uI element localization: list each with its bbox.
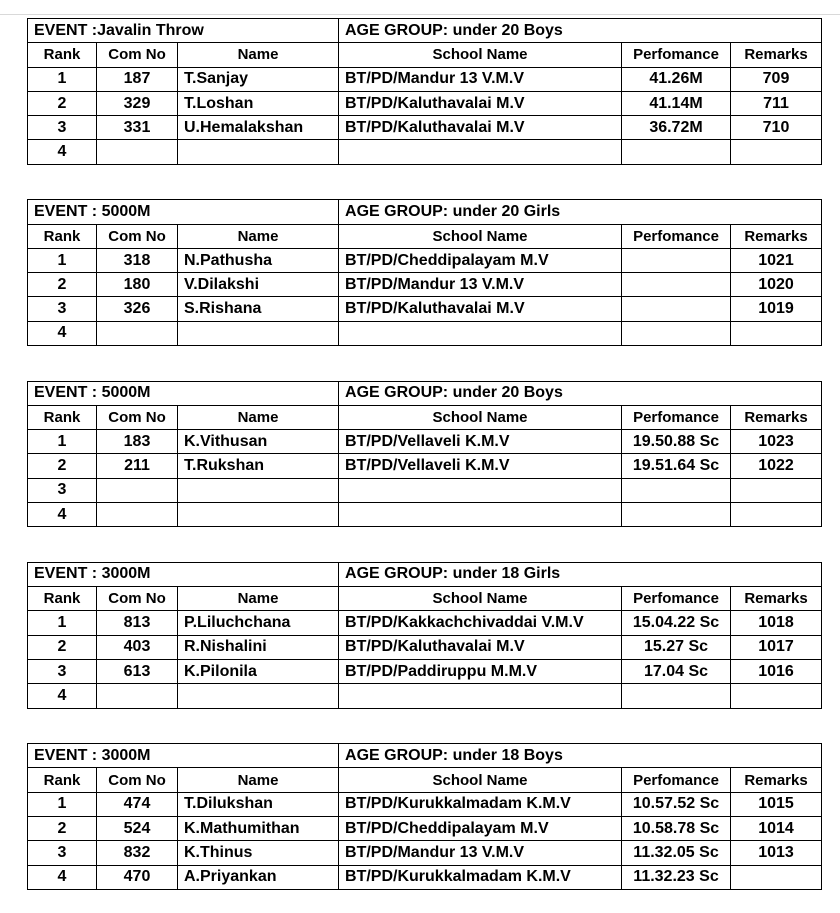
com-no-cell: 211 — [97, 454, 178, 478]
rank-cell: 1 — [28, 430, 97, 454]
col-school-header: School Name — [339, 43, 622, 67]
rank-cell: 3 — [28, 660, 97, 684]
school-cell: BT/PD/Cheddipalayam M.V — [339, 817, 622, 841]
name-cell: A.Priyankan — [178, 865, 339, 889]
remarks-cell: 1021 — [731, 248, 822, 272]
name-cell: N.Pathusha — [178, 248, 339, 272]
table-row — [28, 792, 822, 816]
performance-cell: 19.51.64 Sc — [622, 454, 731, 478]
age-group: AGE GROUP: under 18 Girls — [339, 562, 822, 586]
name-cell — [178, 321, 339, 345]
rank-cell: 1 — [28, 792, 97, 816]
remarks-cell: 1016 — [731, 660, 822, 684]
col-rank-header: Rank — [28, 768, 97, 792]
remarks-cell — [731, 503, 822, 527]
remarks-cell — [731, 684, 822, 708]
table-spacer — [27, 346, 821, 381]
age-group: AGE GROUP: under 20 Boys — [339, 381, 822, 405]
table-row — [28, 321, 822, 345]
performance-cell — [622, 503, 731, 527]
school-cell: BT/PD/Mandur 13 V.M.V — [339, 273, 622, 297]
com-no-cell: 180 — [97, 273, 178, 297]
name-cell — [178, 684, 339, 708]
col-com-no-header: Com No — [97, 224, 178, 248]
name-cell — [178, 140, 339, 164]
performance-cell: 10.58.78 Sc — [622, 817, 731, 841]
com-no-cell: 474 — [97, 792, 178, 816]
rank-cell: 2 — [28, 635, 97, 659]
performance-cell — [622, 297, 731, 321]
com-no-cell: 331 — [97, 116, 178, 140]
column-header-row — [28, 768, 822, 792]
remarks-cell: 711 — [731, 91, 822, 115]
name-cell — [178, 503, 339, 527]
table-row — [28, 116, 822, 140]
col-performance-header: Perfomance — [622, 405, 731, 429]
school-cell — [339, 140, 622, 164]
name-cell: K.Mathumithan — [178, 817, 339, 841]
col-remarks-header: Remarks — [731, 224, 822, 248]
school-cell: BT/PD/Kaluthavalai M.V — [339, 116, 622, 140]
rank-cell: 2 — [28, 454, 97, 478]
remarks-cell: 1022 — [731, 454, 822, 478]
rank-cell: 2 — [28, 91, 97, 115]
event-header-row — [28, 744, 822, 768]
col-name-header: Name — [178, 405, 339, 429]
rank-cell: 4 — [28, 503, 97, 527]
com-no-cell — [97, 478, 178, 502]
col-name-header: Name — [178, 43, 339, 67]
performance-cell — [622, 273, 731, 297]
school-cell: BT/PD/Mandur 13 V.M.V — [339, 67, 622, 91]
event-title: EVENT : 5000M — [28, 381, 339, 405]
com-no-cell — [97, 503, 178, 527]
school-cell: BT/PD/Kakkachchivaddai V.M.V — [339, 611, 622, 635]
name-cell — [178, 478, 339, 502]
table-row — [28, 841, 822, 865]
col-name-header: Name — [178, 224, 339, 248]
school-cell: BT/PD/Kaluthavalai M.V — [339, 91, 622, 115]
table-row — [28, 684, 822, 708]
col-name-header: Name — [178, 768, 339, 792]
col-performance-header: Perfomance — [622, 43, 731, 67]
event-table — [27, 381, 822, 528]
name-cell: K.Pilonila — [178, 660, 339, 684]
com-no-cell — [97, 321, 178, 345]
col-rank-header: Rank — [28, 43, 97, 67]
col-school-header: School Name — [339, 587, 622, 611]
performance-cell — [622, 321, 731, 345]
col-school-header: School Name — [339, 405, 622, 429]
table-row — [28, 635, 822, 659]
com-no-cell: 832 — [97, 841, 178, 865]
results-document — [27, 18, 821, 890]
rank-cell: 4 — [28, 865, 97, 889]
performance-cell: 11.32.23 Sc — [622, 865, 731, 889]
table-row — [28, 140, 822, 164]
com-no-cell: 524 — [97, 817, 178, 841]
com-no-cell: 183 — [97, 430, 178, 454]
column-header-row — [28, 224, 822, 248]
school-cell — [339, 503, 622, 527]
name-cell: T.Dilukshan — [178, 792, 339, 816]
remarks-cell: 709 — [731, 67, 822, 91]
rank-cell: 4 — [28, 140, 97, 164]
name-cell: T.Loshan — [178, 91, 339, 115]
col-rank-header: Rank — [28, 405, 97, 429]
remarks-cell: 710 — [731, 116, 822, 140]
table-row — [28, 91, 822, 115]
remarks-cell: 1018 — [731, 611, 822, 635]
com-no-cell: 613 — [97, 660, 178, 684]
table-row — [28, 611, 822, 635]
remarks-cell — [731, 321, 822, 345]
rank-cell: 1 — [28, 248, 97, 272]
col-remarks-header: Remarks — [731, 587, 822, 611]
column-header-row — [28, 587, 822, 611]
rank-cell: 3 — [28, 841, 97, 865]
school-cell: BT/PD/Mandur 13 V.M.V — [339, 841, 622, 865]
table-row — [28, 660, 822, 684]
rank-cell: 1 — [28, 67, 97, 91]
table-spacer — [27, 165, 821, 200]
col-rank-header: Rank — [28, 587, 97, 611]
performance-cell: 41.14M — [622, 91, 731, 115]
com-no-cell: 187 — [97, 67, 178, 91]
col-performance-header: Perfomance — [622, 224, 731, 248]
performance-cell — [622, 684, 731, 708]
rank-cell: 4 — [28, 321, 97, 345]
performance-cell — [622, 140, 731, 164]
name-cell: S.Rishana — [178, 297, 339, 321]
performance-cell: 10.57.52 Sc — [622, 792, 731, 816]
performance-cell: 11.32.05 Sc — [622, 841, 731, 865]
school-cell: BT/PD/Vellaveli K.M.V — [339, 430, 622, 454]
name-cell: R.Nishalini — [178, 635, 339, 659]
remarks-cell: 1023 — [731, 430, 822, 454]
remarks-cell: 1020 — [731, 273, 822, 297]
table-row — [28, 503, 822, 527]
performance-cell — [622, 248, 731, 272]
remarks-cell: 1019 — [731, 297, 822, 321]
school-cell: BT/PD/Kurukkalmadam K.M.V — [339, 792, 622, 816]
page-top-rule — [0, 0, 840, 15]
name-cell: K.Vithusan — [178, 430, 339, 454]
event-table — [27, 18, 822, 165]
performance-cell — [622, 478, 731, 502]
col-name-header: Name — [178, 587, 339, 611]
col-com-no-header: Com No — [97, 43, 178, 67]
age-group: AGE GROUP: under 20 Boys — [339, 19, 822, 43]
event-table — [27, 743, 822, 890]
performance-cell: 17.04 Sc — [622, 660, 731, 684]
col-school-header: School Name — [339, 224, 622, 248]
remarks-cell — [731, 140, 822, 164]
table-row — [28, 430, 822, 454]
event-title: EVENT : 5000M — [28, 200, 339, 224]
remarks-cell: 1013 — [731, 841, 822, 865]
name-cell: K.Thinus — [178, 841, 339, 865]
table-row — [28, 297, 822, 321]
school-cell — [339, 478, 622, 502]
rank-cell: 3 — [28, 116, 97, 140]
com-no-cell — [97, 684, 178, 708]
column-header-row — [28, 405, 822, 429]
col-school-header: School Name — [339, 768, 622, 792]
table-row — [28, 273, 822, 297]
table-row — [28, 478, 822, 502]
school-cell — [339, 321, 622, 345]
event-title: EVENT : 3000M — [28, 744, 339, 768]
remarks-cell: 1014 — [731, 817, 822, 841]
table-spacer — [27, 527, 821, 562]
rank-cell: 1 — [28, 611, 97, 635]
school-cell: BT/PD/Cheddipalayam M.V — [339, 248, 622, 272]
col-performance-header: Perfomance — [622, 768, 731, 792]
col-com-no-header: Com No — [97, 405, 178, 429]
performance-cell: 19.50.88 Sc — [622, 430, 731, 454]
table-row — [28, 67, 822, 91]
col-rank-header: Rank — [28, 224, 97, 248]
com-no-cell: 813 — [97, 611, 178, 635]
table-spacer — [27, 709, 821, 744]
name-cell: T.Rukshan — [178, 454, 339, 478]
com-no-cell: 318 — [97, 248, 178, 272]
table-row — [28, 817, 822, 841]
age-group: AGE GROUP: under 20 Girls — [339, 200, 822, 224]
com-no-cell — [97, 140, 178, 164]
table-row — [28, 248, 822, 272]
school-cell: BT/PD/Kurukkalmadam K.M.V — [339, 865, 622, 889]
event-header-row — [28, 381, 822, 405]
event-header-row — [28, 19, 822, 43]
rank-cell: 3 — [28, 478, 97, 502]
performance-cell: 36.72M — [622, 116, 731, 140]
school-cell: BT/PD/Kaluthavalai M.V — [339, 297, 622, 321]
age-group: AGE GROUP: under 18 Boys — [339, 744, 822, 768]
com-no-cell: 326 — [97, 297, 178, 321]
col-remarks-header: Remarks — [731, 43, 822, 67]
table-row — [28, 454, 822, 478]
com-no-cell: 403 — [97, 635, 178, 659]
rank-cell: 2 — [28, 817, 97, 841]
remarks-cell: 1015 — [731, 792, 822, 816]
event-table — [27, 562, 822, 709]
remarks-cell — [731, 478, 822, 502]
event-title: EVENT : 3000M — [28, 562, 339, 586]
school-cell — [339, 684, 622, 708]
col-com-no-header: Com No — [97, 768, 178, 792]
column-header-row — [28, 43, 822, 67]
school-cell: BT/PD/Kaluthavalai M.V — [339, 635, 622, 659]
col-remarks-header: Remarks — [731, 768, 822, 792]
rank-cell: 4 — [28, 684, 97, 708]
remarks-cell — [731, 865, 822, 889]
performance-cell: 15.27 Sc — [622, 635, 731, 659]
event-header-row — [28, 200, 822, 224]
school-cell: BT/PD/Vellaveli K.M.V — [339, 454, 622, 478]
rank-cell: 3 — [28, 297, 97, 321]
col-com-no-header: Com No — [97, 587, 178, 611]
com-no-cell: 470 — [97, 865, 178, 889]
com-no-cell: 329 — [97, 91, 178, 115]
name-cell: U.Hemalakshan — [178, 116, 339, 140]
col-remarks-header: Remarks — [731, 405, 822, 429]
col-performance-header: Perfomance — [622, 587, 731, 611]
event-header-row — [28, 562, 822, 586]
name-cell: T.Sanjay — [178, 67, 339, 91]
rank-cell: 2 — [28, 273, 97, 297]
name-cell: V.Dilakshi — [178, 273, 339, 297]
table-row — [28, 865, 822, 889]
event-title: EVENT :Javalin Throw — [28, 19, 339, 43]
performance-cell: 41.26M — [622, 67, 731, 91]
name-cell: P.Liluchchana — [178, 611, 339, 635]
remarks-cell: 1017 — [731, 635, 822, 659]
event-table — [27, 199, 822, 346]
performance-cell: 15.04.22 Sc — [622, 611, 731, 635]
school-cell: BT/PD/Paddiruppu M.M.V — [339, 660, 622, 684]
